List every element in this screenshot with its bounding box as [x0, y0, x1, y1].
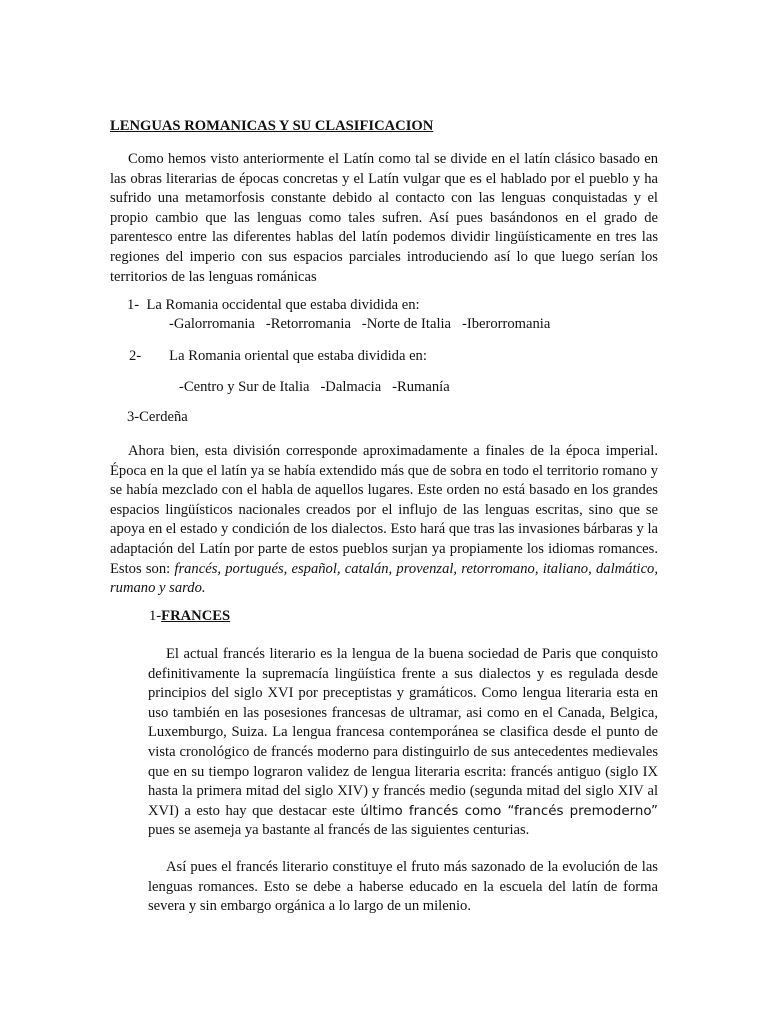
section-number: 1- — [149, 608, 162, 624]
languages-list-italic: francés, portugués, español, catalán, provenzal, retorromano, italiano, dalmático, rumano y sardo. — [110, 560, 658, 597]
list-item-1-number: 1- — [127, 297, 140, 313]
frances-paragraph-2 — [148, 858, 658, 917]
list-item-1-text: La Romania occidental que estaba dividida en: — [146, 297, 420, 313]
frances-paragraph-1-end: pues se asemeja ya bastante al francés de las siguientes centurias. — [148, 822, 530, 839]
section-heading-frances — [149, 607, 230, 627]
list-item-2 — [129, 347, 427, 367]
list-item-2-number: 2- — [129, 348, 142, 364]
list-item-2-subregions: -Centro y Sur de Italia -Dalmacia -Rumanía — [179, 379, 450, 395]
section-title: FRANCES — [161, 608, 231, 624]
frances-paragraph-2-text: Así pues el francés literario constituye el fruto más sazonado de la evolución de las lenguas romances. Esto se debe a haberse educado en la escuela del latín de forma severa y sin embargo orgánica a lo largo de un milenio. — [148, 859, 658, 915]
frances-paragraph-1-text: El actual francés literario es la lengua de la buena sociedad de Paris que conquisto definitivamente la supremacía lingüística frente a sus dialectos y es regulada desde principios del siglo XVI por preceptistas y gramáticos. Como lengua literaria esta en uso también en las posesiones francesas de ultramar, asi como en el Canada, Belgica, Luxemburgo, Suiza. La lengua francesa contemporánea se clasifica desde el punto de vista cronológico de francés moderno para distinguirlo de sus antecedentes medievales que en su tiempo lograron validez de lengua literaria escrita: francés antiguo (siglo IX hasta la primera mitad del siglo XIV) y francés medio (segunda mitad del siglo XIV al XVI) a esto hay que destacar este — [148, 646, 658, 819]
paragraph-2-text: Ahora bien, esta división corresponde aproximadamente a finales de la época imperial. Época en la que el latín ya se había extendido más que de sobra en todo el territorio romano y se había mezclado con el habla de aquellos lugares. Este orden no está basado en los grandes espacios lingüísticos nacionales creados por el influjo de las lenguas escritas, sino que se apoya en el estado y condición de los dialectos. Esto hará que tras las invasiones bárbaras y la adaptación del Latín por parte de estos pueblos surjan ya propiamente los idiomas romances. Estos son: — [110, 443, 658, 577]
list-item-3: 3-Cerdeña — [127, 409, 188, 425]
intro-paragraph — [110, 150, 658, 287]
list-item-1-subregions: -Galorromania -Retorromania -Norte de Italia -Iberorromania — [169, 316, 551, 332]
frances-premoderno-phrase: último francés como “francés premoderno” — [360, 803, 658, 819]
paragraph-2 — [110, 442, 658, 599]
frances-paragraph-1 — [148, 645, 658, 841]
list-item-2-text: La Romania oriental que estaba dividida en: — [169, 348, 427, 364]
intro-paragraph-text: Como hemos visto anteriormente el Latín como tal se divide en el latín clásico basado en las obras literarias de épocas concretas y el Latín vulgar que es el hablado por el pueblo y ha sufrido una metamorfosis constante debido al contacto con las lenguas conquistadas y el propio cambio que las lenguas como tales sufren. Así pues basándonos en el grado de parentesco entre las diferentes hablas del latín podemos dividir lingüísticamente en tres las regiones del imperio con sus espacios parciales introduciendo así lo que luego serían los territorios de las lenguas románicas — [110, 151, 658, 285]
list-item-1 — [127, 296, 420, 316]
document-title: LENGUAS ROMANICAS Y SU CLASIFICACION — [110, 118, 434, 134]
